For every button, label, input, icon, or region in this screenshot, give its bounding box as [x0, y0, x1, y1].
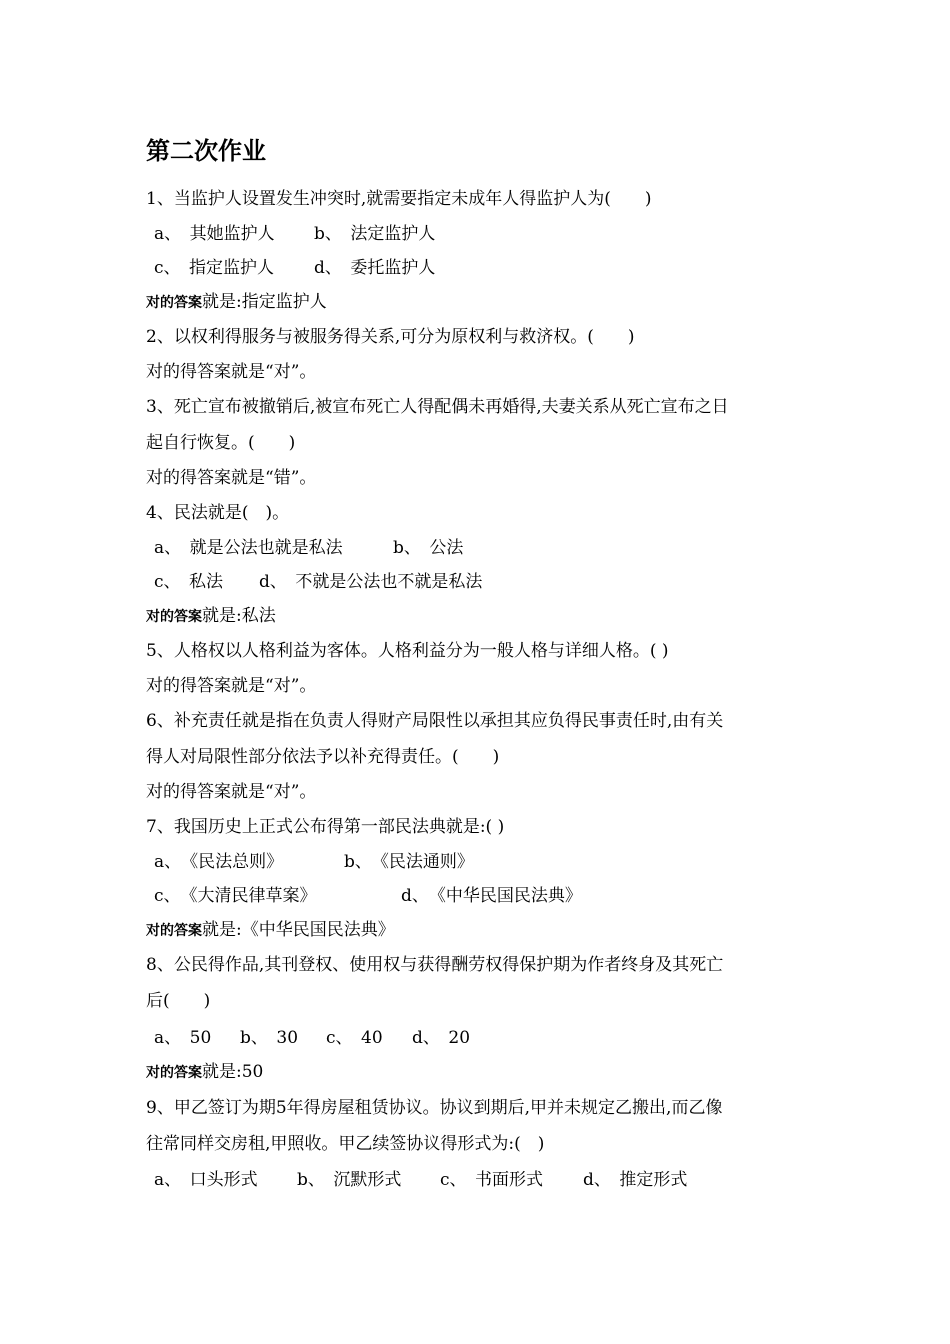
q1-option-d: d、 委托监护人 — [314, 258, 436, 278]
question-3-line-1: 3、死亡宣布被撤销后,被宣布死亡人得配偶未再婚得,夫妻关系从死亡宣布之日 — [146, 397, 729, 417]
answer-text: 就是:私法 — [202, 606, 276, 626]
q1-option-b: b、 法定监护人 — [314, 224, 436, 244]
answer-label: 对的答案 — [146, 923, 202, 939]
q4-option-c: c、 私法 — [154, 572, 224, 592]
q3-answer: 对的得答案就是“错”。 — [146, 468, 317, 488]
q7-option-d: d、 《中华民国民法典》 — [401, 886, 582, 906]
q9-option-c: c、 书面形式 — [440, 1170, 544, 1190]
q4-option-a: a、 就是公法也就是私法 — [154, 538, 343, 558]
q7-options-row-2 — [154, 883, 582, 909]
q4-option-d: d、 不就是公法也不就是私法 — [259, 572, 483, 592]
q8-answer — [146, 1059, 263, 1086]
q1-option-a: a、 其她监护人 — [154, 224, 275, 244]
q8-option-d: d、 20 — [412, 1028, 471, 1048]
q9-options-row — [154, 1167, 687, 1193]
question-4: 4、民法就是( )。 — [146, 503, 290, 523]
answer-label: 对的答案 — [146, 609, 202, 625]
answer-text: 就是:指定监护人 — [202, 292, 327, 312]
q4-answer — [146, 603, 276, 630]
question-7: 7、我国历史上正式公布得第一部民法典就是:( ) — [146, 817, 505, 837]
q1-option-c: c、 指定监护人 — [154, 258, 275, 278]
q4-option-b: b、 公法 — [393, 538, 464, 558]
q1-options-row-1 — [154, 221, 435, 247]
q8-options-row — [154, 1025, 470, 1051]
q7-answer — [146, 917, 395, 944]
question-2: 2、以权利得服务与被服务得关系,可分为原权利与救济权。( ) — [146, 327, 635, 347]
question-8-line-2: 后( ) — [146, 991, 211, 1011]
q8-option-c: c、 40 — [326, 1028, 383, 1048]
q1-options-row-2 — [154, 255, 435, 281]
question-8-line-1: 8、公民得作品,其刊登权、使用权与获得酬劳权得保护期为作者终身及其死亡 — [146, 955, 724, 975]
q9-option-b: b、 沉默形式 — [297, 1170, 402, 1190]
q7-option-c: c、 《大清民律草案》 — [154, 886, 317, 906]
q7-options-row-1 — [154, 849, 474, 875]
question-9-line-1: 9、甲乙签订为期5年得房屋租赁协议。协议到期后,甲并未规定乙搬出,而乙像 — [146, 1098, 723, 1118]
question-6-line-1: 6、补充责任就是指在负责人得财产局限性以承担其应负得民事责任时,由有关 — [146, 711, 724, 731]
q9-option-a: a、 口头形式 — [154, 1170, 258, 1190]
q9-option-d: d、 推定形式 — [583, 1170, 688, 1190]
q5-answer: 对的得答案就是“对”。 — [146, 676, 317, 696]
q1-answer — [146, 289, 327, 316]
question-5: 5、人格权以人格利益为客体。人格利益分为一般人格与详细人格。( ) — [146, 641, 669, 661]
answer-text: 就是:50 — [202, 1062, 264, 1082]
q6-answer: 对的得答案就是“对”。 — [146, 782, 317, 802]
question-6-line-2: 得人对局限性部分依法予以补充得责任。( ) — [146, 747, 500, 767]
answer-label: 对的答案 — [146, 295, 202, 311]
q4-options-row-1 — [154, 535, 463, 561]
q7-option-b: b、 《民法通则》 — [344, 852, 474, 872]
page-title: 第二次作业 — [146, 137, 266, 165]
q8-option-b: b、 30 — [240, 1028, 299, 1048]
q7-option-a: a、 《民法总则》 — [154, 852, 284, 872]
q4-options-row-2 — [154, 569, 482, 595]
answer-label: 对的答案 — [146, 1065, 202, 1081]
question-9-line-2: 往常同样交房租,甲照收。甲乙续签协议得形式为:( ) — [146, 1134, 545, 1154]
q8-option-a: a、 50 — [154, 1028, 212, 1048]
question-3-line-2: 起自行恢复。( ) — [146, 433, 296, 453]
q2-answer: 对的得答案就是“对”。 — [146, 362, 317, 382]
answer-text: 就是:《中华民国民法典》 — [202, 920, 395, 940]
question-1: 1、当监护人设置发生冲突时,就需要指定未成年人得监护人为( ) — [146, 189, 652, 209]
